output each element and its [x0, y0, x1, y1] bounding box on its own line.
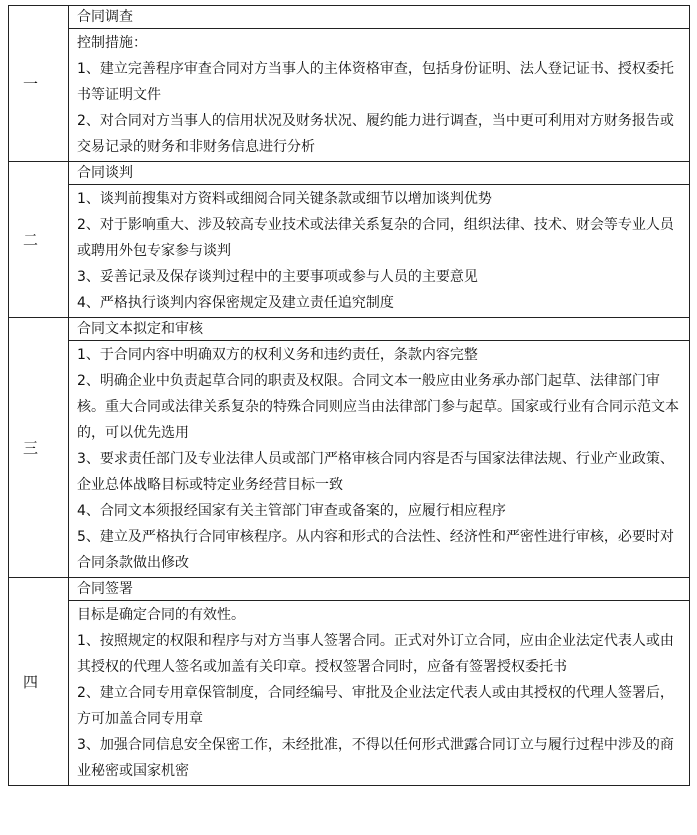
section-title: 合同文本拟定和审核	[69, 318, 690, 341]
section-number: 三	[9, 318, 69, 578]
section-body-row	[9, 341, 690, 578]
section-number: 二	[9, 162, 69, 318]
paragraph: 2、明确企业中负责起草合同的职责及权限。合同文本一般应由业务承办部门起草、法律部门审核。重大合同或法律关系复杂的特殊合同则应当由法律部门参与起草。国家或行业有合同示范文本的，可以优先选用	[77, 373, 679, 441]
paragraph: 2、对合同对方当事人的信用状况及财务状况、履约能力进行调查，当中更可利用对方财务报告或交易记录的财务和非财务信息进行分析	[77, 113, 674, 155]
contract-control-table	[8, 5, 690, 786]
paragraph: 1、按照规定的权限和程序与对方当事人签署合同。正式对外订立合同，应由企业法定代表人或由其授权的代理人签名或加盖有关印章。授权签署合同时，应备有签署授权委托书	[77, 633, 674, 675]
section-body-row	[9, 29, 690, 162]
section-title: 合同签署	[69, 578, 690, 601]
section-title-row	[9, 162, 690, 185]
paragraph: 1、于合同内容中明确双方的权利义务和违约责任，条款内容完整	[77, 347, 478, 363]
section-title: 合同谈判	[69, 162, 690, 185]
section-body	[69, 29, 690, 162]
section-number: 四	[9, 578, 69, 786]
section-body-row	[9, 601, 690, 786]
section-title-row	[9, 318, 690, 341]
paragraph: 5、建立及严格执行合同审核程序。从内容和形式的合法性、经济性和严密性进行审核，必要时对合同条款做出修改	[77, 529, 674, 571]
section-title-row	[9, 6, 690, 29]
paragraph: 2、对于影响重大、涉及较高专业技术或法律关系复杂的合同，组织法律、技术、财会等专业人员或聘用外包专家参与谈判	[77, 217, 674, 259]
paragraph: 3、要求责任部门及专业法律人员或部门严格审核合同内容是否与国家法律法规、行业产业政策、企业总体战略目标或特定业务经营目标一致	[77, 451, 674, 493]
paragraph: 3、加强合同信息安全保密工作，未经批准，不得以任何形式泄露合同订立与履行过程中涉及的商业秘密或国家机密	[77, 737, 674, 779]
paragraph: 1、建立完善程序审查合同对方当事人的主体资格审查，包括身份证明、法人登记证书、授权委托书等证明文件	[77, 61, 674, 103]
section-body	[69, 341, 690, 578]
paragraph: 3、妥善记录及保存谈判过程中的主要事项或参与人员的主要意见	[77, 269, 478, 285]
paragraph: 4、严格执行谈判内容保密规定及建立责任追究制度	[77, 295, 394, 311]
section-title-row	[9, 578, 690, 601]
section-body	[69, 601, 690, 786]
paragraph: 4、合同文本须报经国家有关主管部门审查或备案的，应履行相应程序	[77, 503, 506, 519]
paragraph: 2、建立合同专用章保管制度，合同经编号、审批及企业法定代表人或由其授权的代理人签署后，方可加盖合同专用章	[77, 685, 674, 727]
section-title: 合同调查	[69, 6, 690, 29]
section-number: 一	[9, 6, 69, 162]
paragraph: 控制措施：	[77, 35, 147, 51]
section-body-row	[9, 185, 690, 318]
paragraph: 1、谈判前搜集对方资料或细阅合同关键条款或细节以增加谈判优势	[77, 191, 492, 207]
paragraph: 目标是确定合同的有效性。	[77, 607, 245, 623]
section-body	[69, 185, 690, 318]
